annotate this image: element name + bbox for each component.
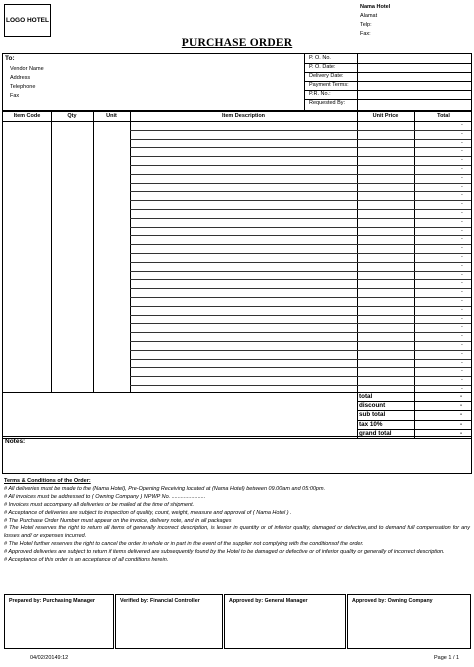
- row-total-value: -: [461, 306, 463, 313]
- row-total-value: -: [461, 280, 463, 287]
- col-divider: [51, 112, 52, 392]
- table-row: [130, 200, 471, 201]
- table-row: [130, 130, 471, 131]
- terms-section: [4, 478, 470, 565]
- row-total-value: -: [461, 183, 463, 190]
- table-row: [130, 271, 471, 272]
- po-field-value[interactable]: [358, 72, 471, 81]
- row-total-value: -: [461, 192, 463, 199]
- row-total-value: -: [461, 324, 463, 331]
- notes-box: [2, 436, 472, 474]
- summary-label: tax 10%: [359, 420, 383, 428]
- table-row: [130, 332, 471, 333]
- table-row: [130, 376, 471, 377]
- table-row: [130, 367, 471, 368]
- vendor-fax: Fax: [10, 93, 20, 99]
- row-total-value: -: [461, 342, 463, 348]
- term-line: # Acceptance of deliveries are subject to inspection of quality, count, weight, measure and approval of ( Nama Hotel ) .: [4, 509, 292, 516]
- row-total-value: -: [461, 218, 463, 225]
- table-row: [130, 227, 471, 228]
- items-table: [2, 111, 472, 439]
- summary-value: -: [460, 420, 463, 428]
- hotel-info: [360, 3, 390, 39]
- page-title: [0, 37, 474, 49]
- signature-box-verified[interactable]: [115, 594, 223, 649]
- notes-label: Notes:: [5, 438, 26, 445]
- col-unit: Unit: [106, 113, 117, 119]
- table-row: [130, 139, 471, 140]
- hotel-name: Nama Hotel: [360, 4, 391, 10]
- signature-label: Prepared by: Purchasing Manager: [9, 598, 95, 604]
- row-total-value: -: [461, 236, 463, 243]
- header-divider: [3, 121, 471, 122]
- row-total-value: -: [461, 122, 463, 128]
- term-line: # The Hotel reserves the right to return all items of generally incorrect description, is lesser in quantity or of inferior quality, damaged or defective,and to demand full compensation for any losses and/ or expenses incurred.: [4, 525, 470, 540]
- row-total-value: -: [461, 157, 463, 164]
- row-total-value: -: [461, 386, 463, 392]
- summary-value: -: [460, 411, 463, 419]
- row-total-value: -: [461, 245, 463, 252]
- po-field-value[interactable]: [358, 54, 471, 63]
- table-row: [130, 350, 471, 351]
- row-total-value: -: [461, 201, 463, 208]
- po-field-value[interactable]: [358, 99, 471, 108]
- signature-label: Approved by: Owning Company: [352, 598, 433, 604]
- summary-label: total: [359, 393, 373, 400]
- row-total-value: -: [461, 350, 463, 357]
- table-row: [130, 191, 471, 192]
- row-total-value: -: [461, 210, 463, 216]
- row-total-value: -: [461, 227, 463, 234]
- table-row: [130, 147, 471, 148]
- hotel-fax: Fax:: [360, 31, 371, 37]
- summary-divider: [3, 392, 471, 393]
- col-divider: [357, 112, 358, 438]
- col-divider: [414, 112, 415, 438]
- po-field-value[interactable]: [358, 90, 471, 99]
- col-item-code: Item Code: [13, 113, 41, 119]
- signature-box-approved-gm[interactable]: [224, 594, 346, 649]
- table-row: [130, 262, 471, 263]
- to-label: To:: [5, 55, 15, 62]
- table-row: [130, 385, 471, 386]
- row-total-value: -: [461, 130, 463, 137]
- row-total-value: -: [461, 333, 463, 340]
- terms-heading: Terms & Conditions of the Order:: [4, 478, 91, 484]
- table-row: [130, 235, 471, 236]
- logo-text: LOGO HOTEL: [6, 17, 49, 24]
- table-row: [130, 156, 471, 157]
- term-line: # Approved deliveries are subject to return if items delivered are subsequently found by the Hotel to be damaged or defective or of inferior quality or generally of incorrect description.: [4, 549, 445, 556]
- footer-page: Page 1 / 1: [434, 655, 460, 661]
- table-row: [130, 218, 471, 219]
- table-row: [130, 341, 471, 342]
- summary-value: -: [460, 393, 463, 400]
- row-total-value: -: [461, 368, 463, 375]
- row-total-value: -: [461, 377, 463, 384]
- hotel-address: Alamat: [360, 13, 378, 19]
- vendor-name: Vendor Name: [10, 66, 44, 72]
- summary-label: grand total: [359, 429, 392, 437]
- po-field-label: Delivery Date:: [309, 73, 344, 79]
- col-item-description: Item Description: [221, 113, 266, 119]
- term-line: # The Purchase Order Number must appear on the invoice, delivery note, and in all packages: [4, 517, 232, 524]
- table-row: [130, 253, 471, 254]
- page-title-text: PURCHASE ORDER: [181, 37, 293, 49]
- term-line: # The Hotel further reserves the right to cancel the order in whole or in part in the event of the supplier not complying with the conditionsof the order.: [4, 541, 364, 548]
- table-row: [130, 174, 471, 175]
- table-row: [130, 165, 471, 166]
- term-line: # Acceptance of this order is an acceptance of all conditions herein.: [4, 557, 169, 564]
- summary-label: sub total: [359, 411, 386, 419]
- order-info-block: [2, 53, 472, 111]
- row-total-value: -: [461, 298, 463, 304]
- col-qty: Qty: [67, 113, 77, 119]
- table-row: [130, 183, 471, 184]
- signature-label: Verified by: Financial Controller: [120, 598, 200, 604]
- signature-box-prepared[interactable]: [4, 594, 114, 649]
- po-field-label: P. O. Date:: [309, 64, 336, 70]
- row-total-value: -: [461, 289, 463, 296]
- footer-timestamp: 04/02/20149:12: [30, 655, 69, 661]
- signature-label: Approved by: General Manager: [229, 598, 308, 604]
- vendor-telephone: Telephone: [10, 84, 36, 90]
- vendor-address: Address: [10, 75, 31, 81]
- col-divider: [93, 112, 94, 392]
- table-row: [130, 209, 471, 210]
- row-total-value: -: [461, 315, 463, 322]
- table-row: [130, 244, 471, 245]
- row-total-value: -: [461, 139, 463, 146]
- row-total-value: -: [461, 174, 463, 181]
- term-line: # All deliveries must be made to the (Nama Hotel), Pre-Opening Receiving located at (Nama Hotel) between 09.00am and 05:00pm.: [4, 485, 326, 492]
- table-row: [130, 288, 471, 289]
- term-line: # All invoices must be addressed to ( Owning Company ) NPWP No. ......................: [4, 493, 206, 500]
- summary-value: -: [460, 429, 463, 437]
- po-field-label: Payment Terms:: [309, 82, 349, 88]
- term-line: # Invoices must accompany all deliveries or be mailed at the time of shipment.: [4, 501, 195, 508]
- po-field-label: P.R. No.:: [309, 91, 331, 97]
- signature-box-approved-owner[interactable]: [347, 594, 471, 649]
- po-field-label: P. O. No.: [309, 55, 331, 61]
- summary-label: discount: [359, 402, 386, 410]
- table-row: [130, 297, 471, 298]
- po-field-label: Requested By:: [309, 100, 346, 106]
- row-total-value: -: [461, 166, 463, 172]
- row-total-value: -: [461, 271, 463, 278]
- table-row: [130, 306, 471, 307]
- table-row: [130, 279, 471, 280]
- logo-box: [4, 4, 51, 37]
- row-total-value: -: [461, 148, 463, 155]
- po-field-value[interactable]: [358, 63, 471, 72]
- summary-value: -: [460, 402, 463, 410]
- po-field-value[interactable]: [358, 81, 471, 90]
- table-row: [130, 359, 471, 360]
- row-total-value: -: [461, 262, 463, 269]
- col-total: Total: [437, 113, 450, 119]
- col-unit-price: Unit Price: [372, 113, 399, 119]
- table-row: [130, 315, 471, 316]
- row-total-value: -: [461, 254, 463, 260]
- table-row: [130, 323, 471, 324]
- hotel-phone: Telp:: [360, 22, 372, 28]
- row-total-value: -: [461, 359, 463, 366]
